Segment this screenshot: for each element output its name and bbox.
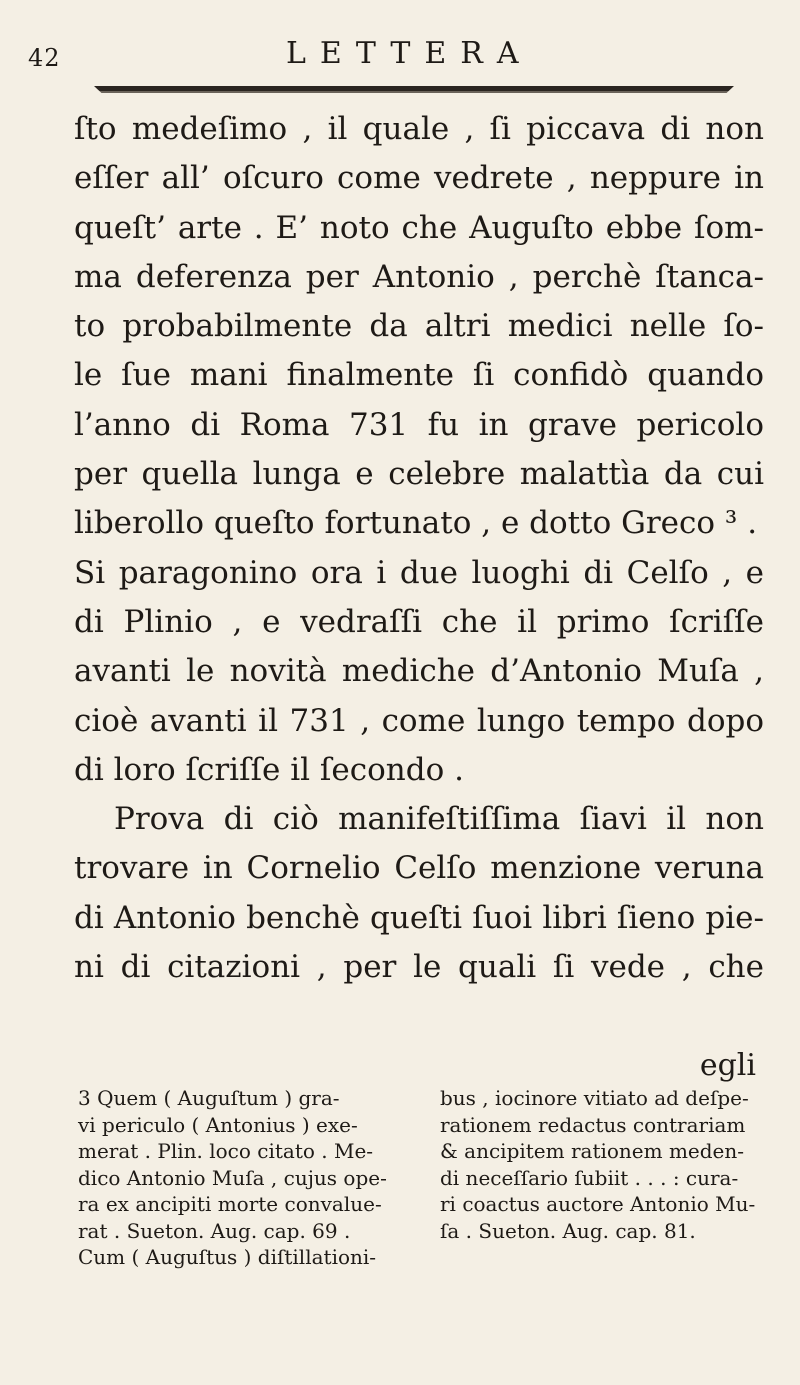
body-line: ma deferenza per Antonio , perchè ſtanca- [74, 258, 764, 295]
body-line: per quella lunga e celebre malattìa da cui [74, 456, 764, 493]
footnote-line: rationem redactus contrariam [440, 1112, 746, 1137]
footnote-line: di neceſſario ſubiit . . . : cura- [440, 1165, 739, 1190]
running-head: LETTERA [286, 36, 533, 71]
footnote-column-left [78, 1085, 418, 1271]
body-line: avanti le novità mediche d’Antonio Muſa , [74, 653, 764, 690]
body-line: Si paragonino ora i due luoghi di Celſo , e [74, 554, 764, 591]
body-line: to probabilmente da altri medici nelle ſo- [74, 308, 764, 345]
body-line: Prova di ciò manifeſtiſſima ſiavi il non [114, 801, 764, 838]
body-line: di loro ſcriſſe il ſecondo . [74, 751, 464, 788]
footnote-line: dico Antonio Muſa , cujus ope- [78, 1165, 387, 1190]
footnote-column-right [440, 1085, 780, 1244]
body-line: di Antonio benchè queſti ſuoi libri ſieno pie- [74, 899, 764, 936]
body-line: l’anno di Roma 731 fu in grave pericolo [74, 406, 764, 443]
body-line: cioè avanti il 731 , come lungo tempo dopo [74, 702, 764, 739]
footnote-line: rat . Sueton. Aug. cap. 69 . [78, 1218, 351, 1243]
footnote-line: bus , iocinore vitiato ad deſpe- [440, 1086, 749, 1110]
body-line: trovare in Cornelio Celſo menzione veruna [74, 850, 764, 887]
body-text [74, 105, 764, 992]
footnote-line: merat . Plin. loco citato . Me- [78, 1139, 374, 1163]
footnote-line: ri coactus auctore Antonio Mu- [440, 1192, 756, 1216]
footnote-line: 3 Quem ( Auguſtum ) gra- [78, 1086, 340, 1110]
catchword: egli [699, 1048, 756, 1083]
body-line: eſſer all’ oſcuro come vedrete , neppure in [74, 160, 764, 197]
footnote-line: ra ex ancipiti morte convalue- [78, 1192, 382, 1216]
footnote-line: vi periculo ( Antonius ) exe- [78, 1112, 358, 1137]
body-line: queſt’ arte . E’ noto che Auguſto ebbe ſom- [74, 209, 764, 246]
header-rule [94, 86, 734, 98]
body-line: ſto medeſimo , il quale , ſi piccava di non [74, 111, 764, 147]
footnote-line: ſa . Sueton. Aug. cap. 81. [440, 1218, 696, 1243]
body-line: le ſue mani finalmente ſi confidò quando [74, 357, 764, 394]
body-line: di Plinio , e vedraſſi che il primo ſcriſſe [74, 603, 764, 640]
body-line: liberollo queſto fortunato , e dotto Greco ³ . [74, 505, 758, 542]
body-line: ni di citazioni , per le quali ſi vede , che [74, 949, 764, 986]
footnote-line: Cum ( Auguſtus ) diſtillationi- [78, 1245, 377, 1269]
footnote-line: & ancipitem rationem meden- [440, 1139, 745, 1163]
page-number: 42 [28, 44, 61, 72]
